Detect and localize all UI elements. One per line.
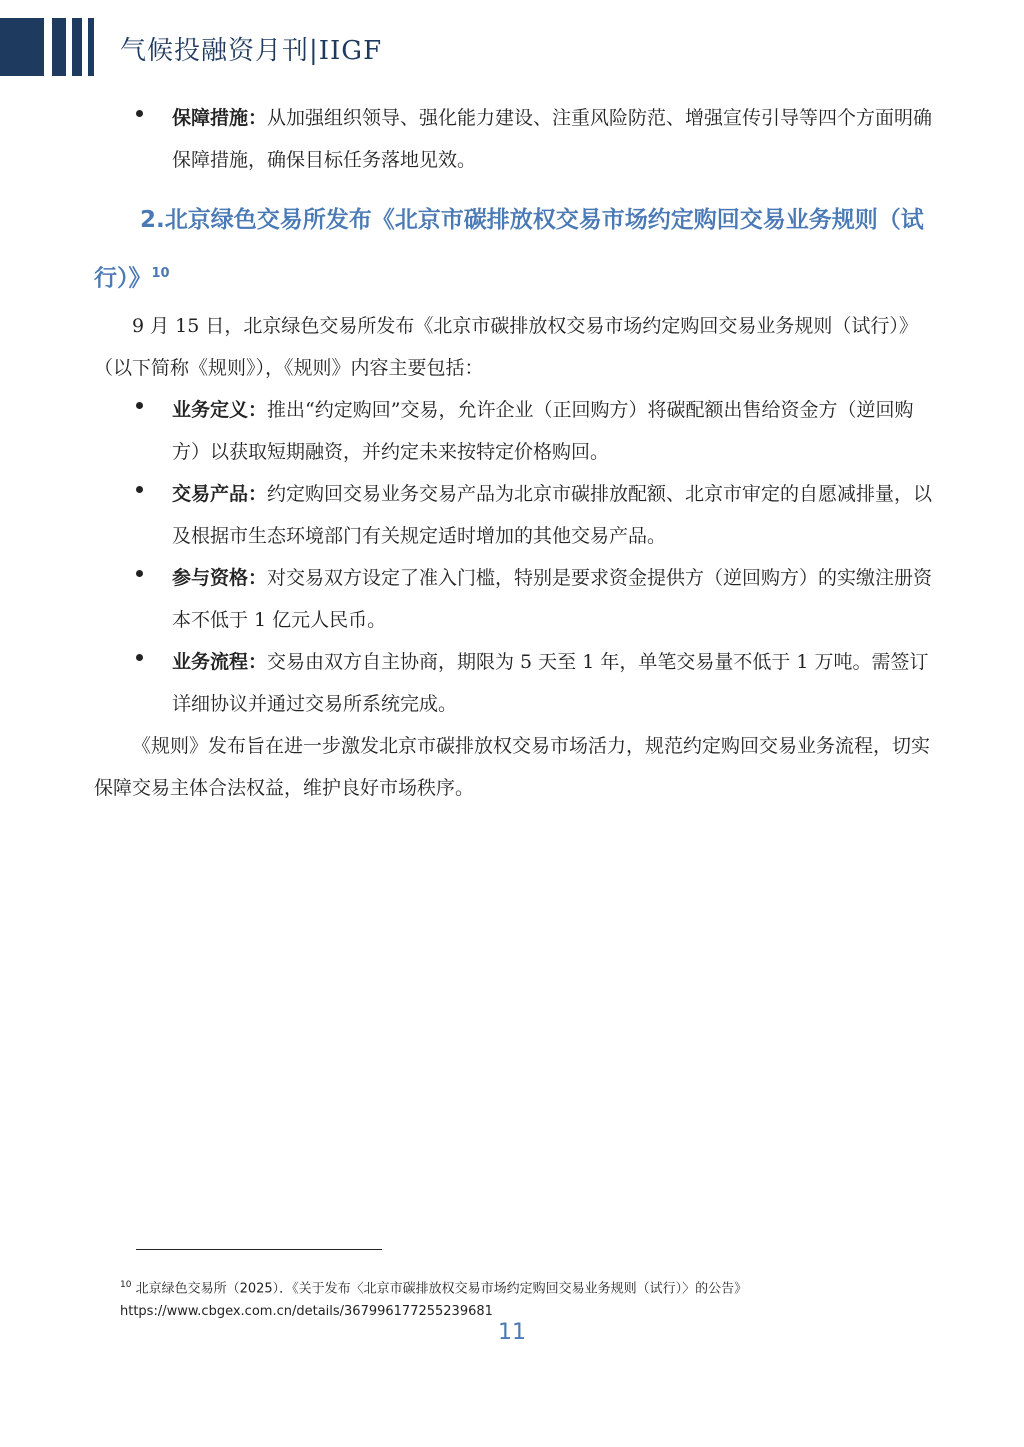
bullet-dot xyxy=(136,486,143,493)
footnote-url[interactable]: https://www.cbgex.com.cn/details/367996177255239681 xyxy=(120,1304,493,1320)
bullet-label: 业务定义： xyxy=(172,399,268,421)
bullet-eligibility xyxy=(136,557,936,641)
footnote-ref: 10 xyxy=(151,266,170,281)
footnote-text: 北京绿色交易所（2025）．《关于发布〈北京市碳排放权交易市场约定购回交易业务规则（试行）〉的公告》 xyxy=(135,1281,748,1297)
paragraph-conclusion: 《规则》发布旨在进一步激发北京市碳排放权交易市场活力，规范约定购回交易业务流程，切实保障交易主体合法权益，维护良好市场秩序。 xyxy=(94,735,931,799)
bullet-body: 交易由双方自主协商，期限为 5 天至 1 年，单笔交易量不低于 1 万吨。需签订详细协议并通过交易所系统完成。 xyxy=(172,651,929,715)
bullet-dot xyxy=(136,402,143,409)
header-title: 气候投融资月刊|IIGF xyxy=(120,36,383,66)
bullet-dot xyxy=(136,654,143,661)
bullet-body: 对交易双方设定了准入门槛，特别是要求资金提供方（逆回购方）的实缴注册资本不低于 1 亿元人民币。 xyxy=(172,567,933,631)
bullet-label: 业务流程： xyxy=(172,651,268,673)
bullet-label: 参与资格： xyxy=(172,567,268,589)
bullet-products xyxy=(136,473,936,557)
footnote-number: 10 xyxy=(120,1280,132,1290)
bullet-process xyxy=(136,641,936,725)
bullet-dot xyxy=(136,570,143,577)
bullet-label: 交易产品： xyxy=(172,483,268,505)
bullet-body: 推出“约定购回”交易，允许企业（正回购方）将碳配额出售给资金方（逆回购方）以获取短期融资，并约定未来按特定价格购回。 xyxy=(172,399,914,463)
bullet-body: 从加强组织领导、强化能力建设、注重风险防范、增强宣传引导等四个方面明确保障措施，确保目标任务落地见效。 xyxy=(172,107,933,171)
bullet-definition xyxy=(136,389,936,473)
footnote xyxy=(120,1274,940,1323)
bullet-dot xyxy=(136,110,143,117)
footnote-divider xyxy=(136,1249,382,1250)
page-number: 11 xyxy=(498,1320,526,1345)
bullet-body: 约定购回交易业务交易产品为北京市碳排放配额、北京市审定的自愿减排量，以及根据市生态环境部门有关规定适时增加的其他交易产品。 xyxy=(172,483,933,547)
paragraph-intro: 9 月 15 日，北京绿色交易所发布《北京市碳排放权交易市场约定购回交易业务规则（试行）》（以下简称《规则》），《规则》内容主要包括： xyxy=(94,315,918,379)
bullet-safeguards xyxy=(136,97,936,181)
section-title: 2.北京绿色交易所发布《北京市碳排放权交易市场约定购回交易业务规则（试行）》$^{10}$ xyxy=(94,207,924,292)
bullet-label: 保障措施： xyxy=(172,107,268,129)
